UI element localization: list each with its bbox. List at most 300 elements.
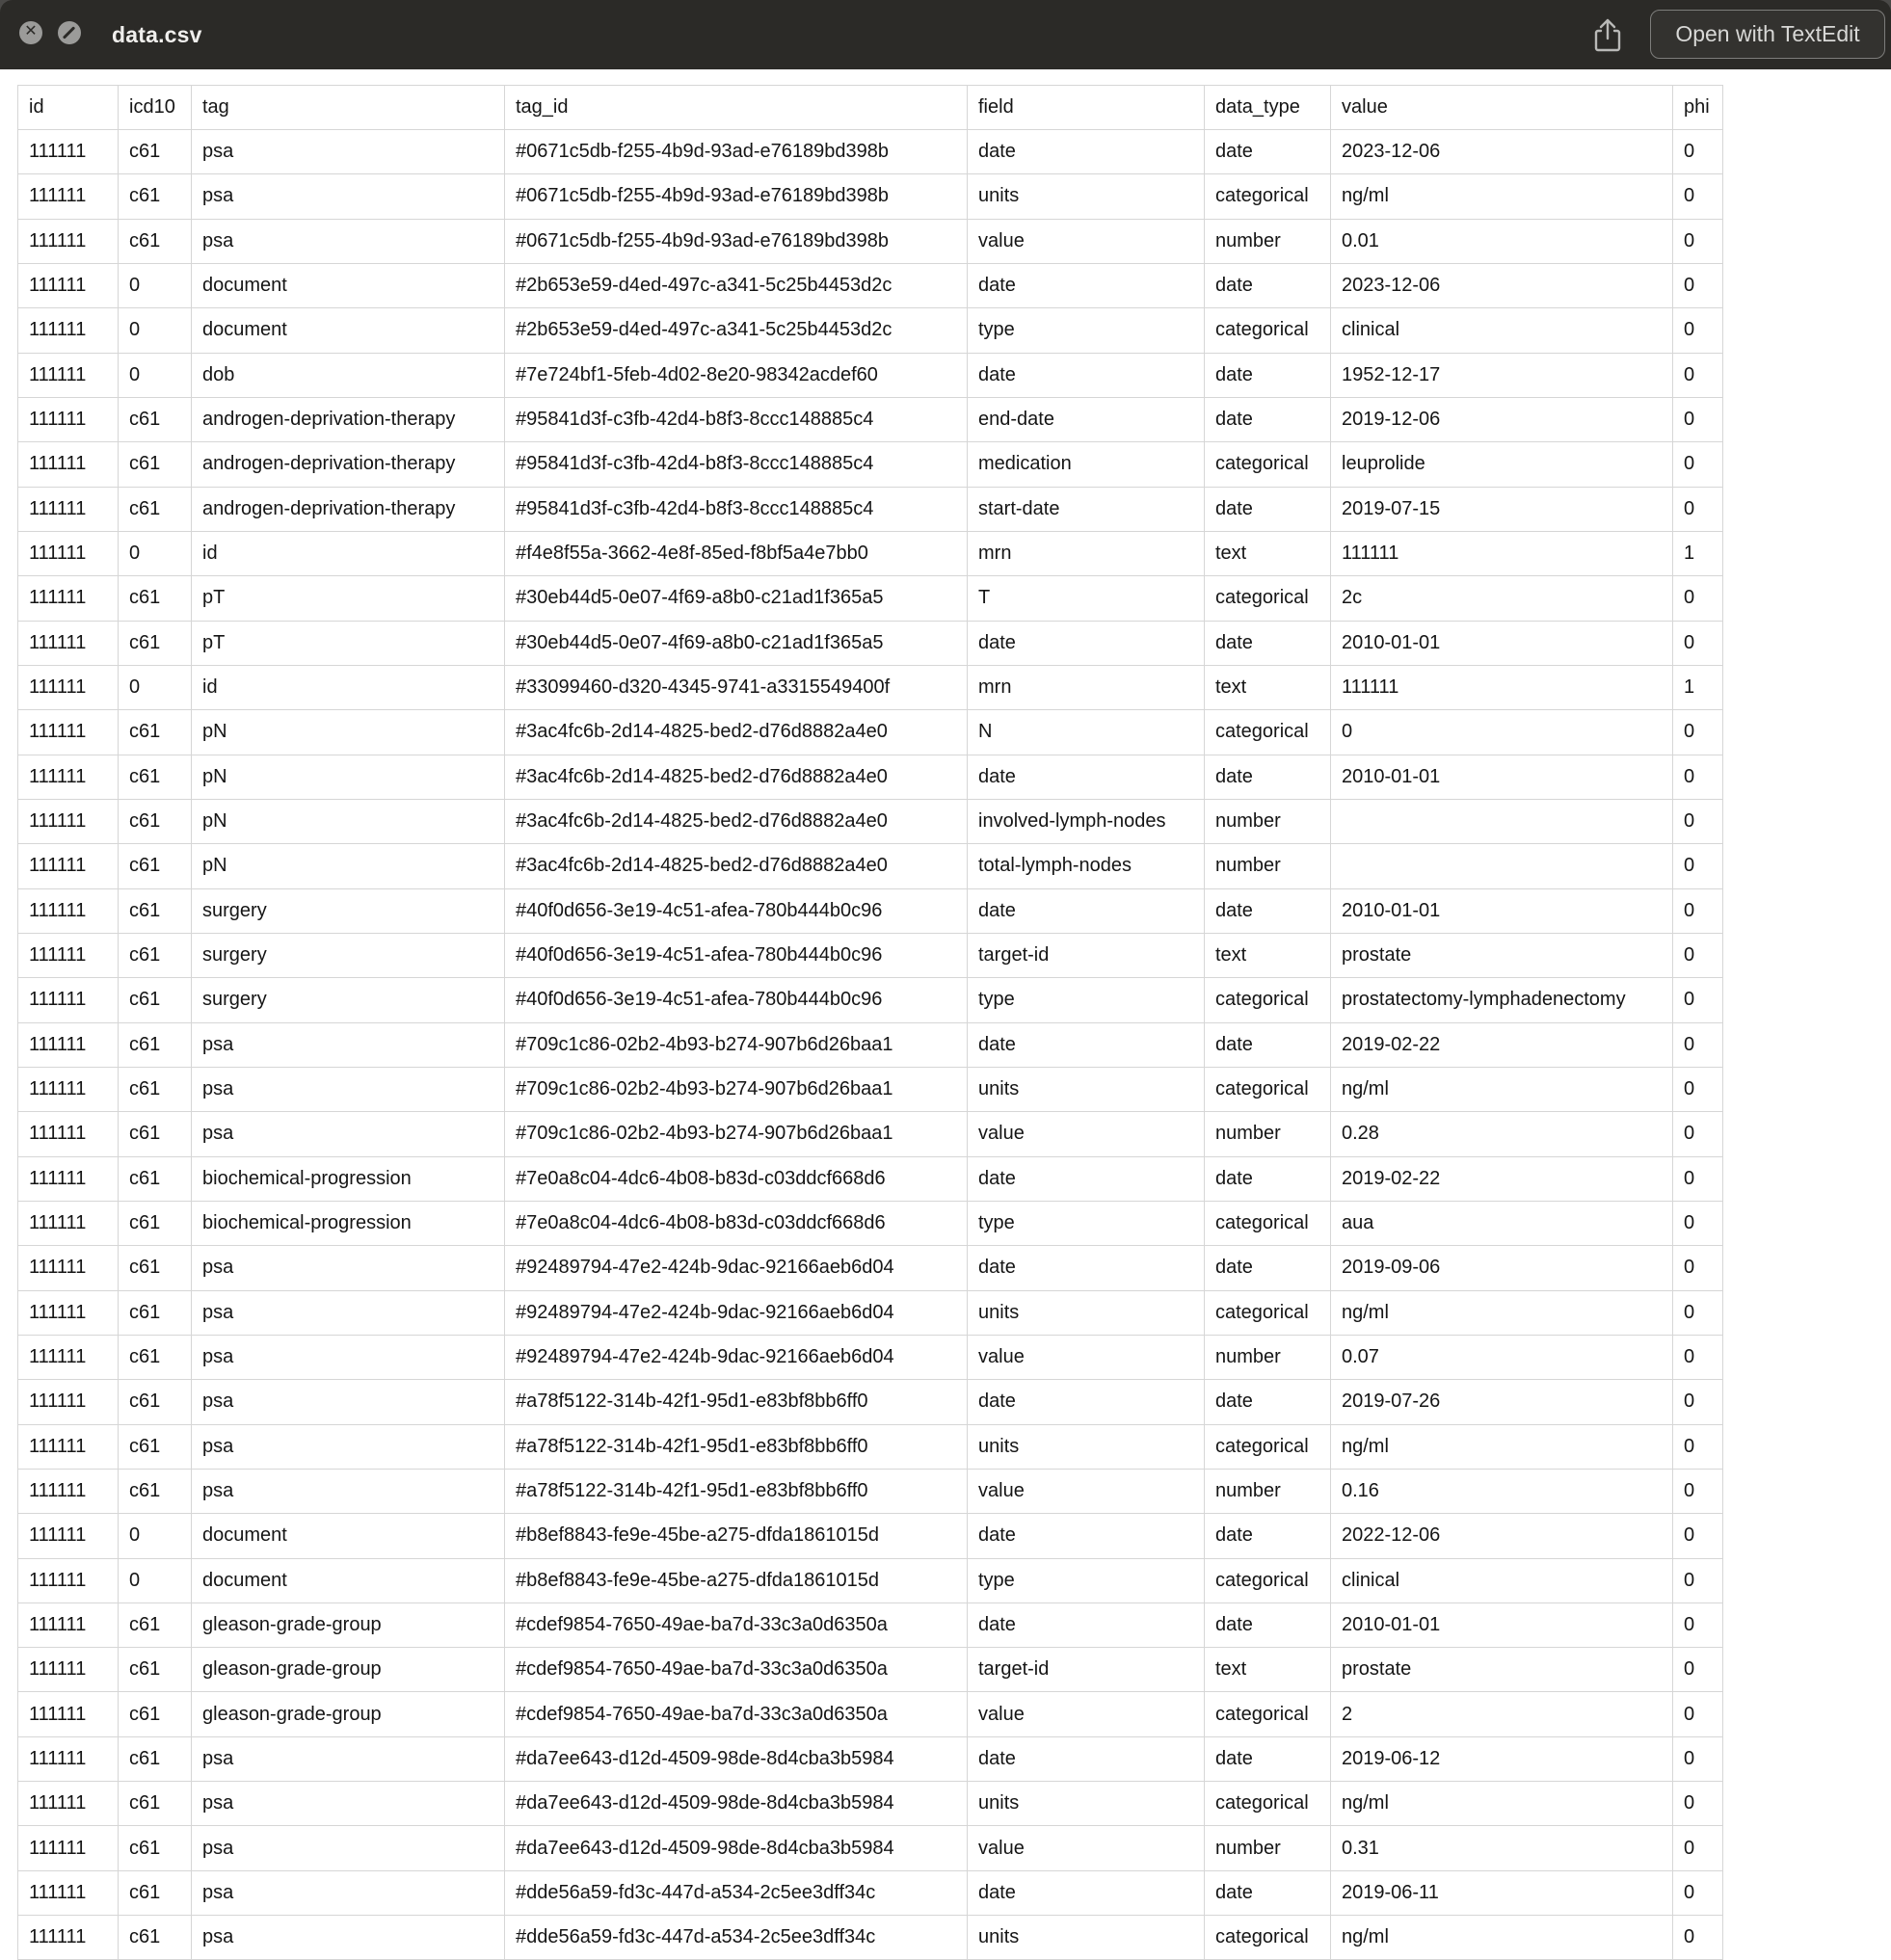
cell-phi: 0 <box>1673 263 1723 307</box>
cell-tag_id: #da7ee643-d12d-4509-98de-8d4cba3b5984 <box>505 1736 968 1781</box>
cell-data_type: date <box>1205 353 1331 397</box>
cell-data_type: text <box>1205 665 1331 709</box>
cell-data_type: categorical <box>1205 576 1331 621</box>
table-row <box>18 1022 1723 1067</box>
cell-data_type: categorical <box>1205 1782 1331 1826</box>
cell-tag_id: #0671c5db-f255-4b9d-93ad-e76189bd398b <box>505 219 968 263</box>
cell-id: 111111 <box>18 1290 119 1335</box>
cell-field: type <box>968 978 1205 1022</box>
cell-value: 0.07 <box>1331 1335 1673 1379</box>
cell-tag: biochemical-progression <box>192 1156 505 1201</box>
cell-tag: document <box>192 263 505 307</box>
cell-field: mrn <box>968 665 1205 709</box>
cell-id: 111111 <box>18 1514 119 1558</box>
cell-id: 111111 <box>18 1067 119 1111</box>
table-row <box>18 978 1723 1022</box>
cell-tag_id: #da7ee643-d12d-4509-98de-8d4cba3b5984 <box>505 1826 968 1870</box>
share-button[interactable] <box>1588 16 1627 55</box>
table-row <box>18 219 1723 263</box>
cell-value: 111111 <box>1331 665 1673 709</box>
cell-id: 111111 <box>18 1335 119 1379</box>
table-row <box>18 1335 1723 1379</box>
cell-value: ng/ml <box>1331 174 1673 219</box>
cell-data_type: number <box>1205 844 1331 888</box>
cell-value: 0.16 <box>1331 1469 1673 1513</box>
table-row <box>18 844 1723 888</box>
cell-icd10: c61 <box>119 1469 192 1513</box>
cell-data_type: date <box>1205 1022 1331 1067</box>
cell-id: 111111 <box>18 1246 119 1290</box>
cell-id: 111111 <box>18 978 119 1022</box>
table-row <box>18 1067 1723 1111</box>
cell-field: end-date <box>968 397 1205 441</box>
table-row <box>18 397 1723 441</box>
column-header-icd10: icd10 <box>119 86 192 130</box>
cell-icd10: c61 <box>119 1246 192 1290</box>
cell-id: 111111 <box>18 174 119 219</box>
cell-data_type: number <box>1205 799 1331 843</box>
cell-tag_id: #92489794-47e2-424b-9dac-92166aeb6d04 <box>505 1335 968 1379</box>
table-row <box>18 1870 1723 1915</box>
cell-tag: gleason-grade-group <box>192 1648 505 1692</box>
cell-icd10: 0 <box>119 308 192 353</box>
cell-tag: pN <box>192 755 505 799</box>
cell-icd10: c61 <box>119 1290 192 1335</box>
cell-data_type: date <box>1205 1380 1331 1424</box>
cell-data_type: categorical <box>1205 1201 1331 1245</box>
table-row <box>18 1112 1723 1156</box>
cell-icd10: c61 <box>119 1782 192 1826</box>
cell-tag_id: #3ac4fc6b-2d14-4825-bed2-d76d8882a4e0 <box>505 755 968 799</box>
cell-tag: document <box>192 1558 505 1602</box>
cell-field: date <box>968 1380 1205 1424</box>
cell-tag_id: #92489794-47e2-424b-9dac-92166aeb6d04 <box>505 1246 968 1290</box>
cell-tag_id: #3ac4fc6b-2d14-4825-bed2-d76d8882a4e0 <box>505 799 968 843</box>
cell-phi: 0 <box>1673 1916 1723 1960</box>
cell-tag: psa <box>192 1067 505 1111</box>
cell-tag: pT <box>192 576 505 621</box>
cell-value: ng/ml <box>1331 1782 1673 1826</box>
cell-field: value <box>968 1692 1205 1736</box>
cell-value: 2010-01-01 <box>1331 755 1673 799</box>
cell-id: 111111 <box>18 1558 119 1602</box>
cell-tag_id: #0671c5db-f255-4b9d-93ad-e76189bd398b <box>505 174 968 219</box>
cell-tag_id: #40f0d656-3e19-4c51-afea-780b444b0c96 <box>505 933 968 977</box>
cell-tag_id: #709c1c86-02b2-4b93-b274-907b6d26baa1 <box>505 1022 968 1067</box>
table-row <box>18 1424 1723 1469</box>
cell-data_type: categorical <box>1205 442 1331 487</box>
cell-id: 111111 <box>18 487 119 531</box>
cell-field: date <box>968 1156 1205 1201</box>
cell-phi: 0 <box>1673 1067 1723 1111</box>
cell-tag_id: #2b653e59-d4ed-497c-a341-5c25b4453d2c <box>505 308 968 353</box>
cell-icd10: c61 <box>119 844 192 888</box>
cell-value: 1952-12-17 <box>1331 353 1673 397</box>
table-row <box>18 308 1723 353</box>
cell-phi: 0 <box>1673 844 1723 888</box>
cell-tag: androgen-deprivation-therapy <box>192 487 505 531</box>
cell-icd10: 0 <box>119 531 192 575</box>
cell-value: 0.01 <box>1331 219 1673 263</box>
cell-phi: 0 <box>1673 888 1723 933</box>
cell-tag_id: #7e724bf1-5feb-4d02-8e20-98342acdef60 <box>505 353 968 397</box>
cell-tag: psa <box>192 1469 505 1513</box>
cell-icd10: c61 <box>119 1022 192 1067</box>
cell-field: date <box>968 130 1205 174</box>
cell-tag: pN <box>192 844 505 888</box>
cell-value: prostate <box>1331 1648 1673 1692</box>
table-row <box>18 755 1723 799</box>
column-header-tag: tag <box>192 86 505 130</box>
cell-id: 111111 <box>18 1380 119 1424</box>
cell-field: value <box>968 1335 1205 1379</box>
cell-id: 111111 <box>18 1022 119 1067</box>
cell-tag: surgery <box>192 978 505 1022</box>
cell-phi: 0 <box>1673 1156 1723 1201</box>
cell-field: date <box>968 1514 1205 1558</box>
cell-field: date <box>968 1022 1205 1067</box>
cell-tag: psa <box>192 1782 505 1826</box>
cell-phi: 1 <box>1673 531 1723 575</box>
table-row <box>18 174 1723 219</box>
cell-phi: 0 <box>1673 1602 1723 1647</box>
cell-phi: 0 <box>1673 397 1723 441</box>
cell-phi: 0 <box>1673 1782 1723 1826</box>
cell-phi: 0 <box>1673 978 1723 1022</box>
window-title: data.csv <box>112 21 202 47</box>
cell-data_type: date <box>1205 1514 1331 1558</box>
cell-data_type: categorical <box>1205 1916 1331 1960</box>
cell-data_type: categorical <box>1205 1290 1331 1335</box>
cell-data_type: date <box>1205 487 1331 531</box>
cell-field: units <box>968 1782 1205 1826</box>
cell-tag_id: #33099460-d320-4345-9741-a3315549400f <box>505 665 968 709</box>
cell-tag: psa <box>192 1022 505 1067</box>
cell-icd10: c61 <box>119 1648 192 1692</box>
cell-tag: psa <box>192 1826 505 1870</box>
cell-value: 111111 <box>1331 531 1673 575</box>
cell-tag_id: #a78f5122-314b-42f1-95d1-e83bf8bb6ff0 <box>505 1424 968 1469</box>
cell-data_type: categorical <box>1205 1067 1331 1111</box>
cell-field: date <box>968 1246 1205 1290</box>
cell-tag_id: #dde56a59-fd3c-447d-a534-2c5ee3dff34c <box>505 1916 968 1960</box>
cell-phi: 0 <box>1673 1424 1723 1469</box>
cell-icd10: 0 <box>119 1514 192 1558</box>
cell-field: value <box>968 1826 1205 1870</box>
cell-tag_id: #709c1c86-02b2-4b93-b274-907b6d26baa1 <box>505 1112 968 1156</box>
cell-id: 111111 <box>18 576 119 621</box>
cell-tag: gleason-grade-group <box>192 1692 505 1736</box>
table-row <box>18 1156 1723 1201</box>
cell-phi: 0 <box>1673 710 1723 755</box>
cell-id: 111111 <box>18 353 119 397</box>
cell-icd10: c61 <box>119 1424 192 1469</box>
cell-phi: 0 <box>1673 219 1723 263</box>
cell-tag_id: #30eb44d5-0e07-4f69-a8b0-c21ad1f365a5 <box>505 621 968 665</box>
cell-field: type <box>968 308 1205 353</box>
cell-field: date <box>968 263 1205 307</box>
cell-icd10: c61 <box>119 576 192 621</box>
cell-value: 2019-07-15 <box>1331 487 1673 531</box>
cell-id: 111111 <box>18 888 119 933</box>
cell-phi: 0 <box>1673 1692 1723 1736</box>
cell-tag_id: #92489794-47e2-424b-9dac-92166aeb6d04 <box>505 1290 968 1335</box>
column-header-field: field <box>968 86 1205 130</box>
cell-tag_id: #2b653e59-d4ed-497c-a341-5c25b4453d2c <box>505 263 968 307</box>
cell-tag_id: #cdef9854-7650-49ae-ba7d-33c3a0d6350a <box>505 1648 968 1692</box>
cell-tag_id: #40f0d656-3e19-4c51-afea-780b444b0c96 <box>505 978 968 1022</box>
cell-tag_id: #a78f5122-314b-42f1-95d1-e83bf8bb6ff0 <box>505 1380 968 1424</box>
cell-value: 2023-12-06 <box>1331 263 1673 307</box>
cell-phi: 1 <box>1673 665 1723 709</box>
cell-tag: psa <box>192 174 505 219</box>
cell-phi: 0 <box>1673 933 1723 977</box>
cell-id: 111111 <box>18 710 119 755</box>
cell-phi: 0 <box>1673 1826 1723 1870</box>
cell-data_type: date <box>1205 755 1331 799</box>
cell-icd10: c61 <box>119 442 192 487</box>
cell-tag: surgery <box>192 933 505 977</box>
cell-phi: 0 <box>1673 1736 1723 1781</box>
table-row <box>18 1916 1723 1960</box>
cell-field: units <box>968 174 1205 219</box>
cell-phi: 0 <box>1673 442 1723 487</box>
cell-value: 2019-02-22 <box>1331 1022 1673 1067</box>
table-row <box>18 665 1723 709</box>
csv-table <box>17 85 1723 1960</box>
cell-icd10: c61 <box>119 130 192 174</box>
table-row <box>18 799 1723 843</box>
cell-data_type: text <box>1205 933 1331 977</box>
cell-field: date <box>968 888 1205 933</box>
cell-id: 111111 <box>18 219 119 263</box>
cell-value: ng/ml <box>1331 1290 1673 1335</box>
cell-data_type: date <box>1205 621 1331 665</box>
cell-icd10: c61 <box>119 1335 192 1379</box>
cell-phi: 0 <box>1673 576 1723 621</box>
cell-value: 2010-01-01 <box>1331 888 1673 933</box>
cell-value: ng/ml <box>1331 1424 1673 1469</box>
cell-tag: dob <box>192 353 505 397</box>
cell-field: start-date <box>968 487 1205 531</box>
column-header-data_type: data_type <box>1205 86 1331 130</box>
cell-field: N <box>968 710 1205 755</box>
cell-data_type: categorical <box>1205 1558 1331 1602</box>
cell-value: 2 <box>1331 1692 1673 1736</box>
cell-field: target-id <box>968 1648 1205 1692</box>
cell-phi: 0 <box>1673 1290 1723 1335</box>
cell-value: 0.28 <box>1331 1112 1673 1156</box>
cell-data_type: date <box>1205 1156 1331 1201</box>
cell-field: date <box>968 755 1205 799</box>
table-row <box>18 1692 1723 1736</box>
cell-id: 111111 <box>18 308 119 353</box>
cell-tag: psa <box>192 219 505 263</box>
cell-data_type: date <box>1205 1246 1331 1290</box>
cell-id: 111111 <box>18 263 119 307</box>
cell-value: 2010-01-01 <box>1331 621 1673 665</box>
cell-value: ng/ml <box>1331 1067 1673 1111</box>
cell-tag_id: #40f0d656-3e19-4c51-afea-780b444b0c96 <box>505 888 968 933</box>
cell-field: involved-lymph-nodes <box>968 799 1205 843</box>
cell-tag: id <box>192 665 505 709</box>
cell-data_type: date <box>1205 1602 1331 1647</box>
table-row <box>18 1648 1723 1692</box>
cell-value <box>1331 799 1673 843</box>
cell-id: 111111 <box>18 1156 119 1201</box>
cell-tag_id: #dde56a59-fd3c-447d-a534-2c5ee3dff34c <box>505 1870 968 1915</box>
share-icon <box>1590 17 1625 54</box>
cell-phi: 0 <box>1673 1648 1723 1692</box>
cell-tag_id: #95841d3f-c3fb-42d4-b8f3-8ccc148885c4 <box>505 487 968 531</box>
cell-tag_id: #95841d3f-c3fb-42d4-b8f3-8ccc148885c4 <box>505 442 968 487</box>
table-row <box>18 1514 1723 1558</box>
cell-phi: 0 <box>1673 353 1723 397</box>
cell-field: date <box>968 1736 1205 1781</box>
cell-tag_id: #3ac4fc6b-2d14-4825-bed2-d76d8882a4e0 <box>505 844 968 888</box>
cell-icd10: 0 <box>119 263 192 307</box>
cell-data_type: number <box>1205 1112 1331 1156</box>
cell-tag: psa <box>192 1736 505 1781</box>
cell-tag_id: #7e0a8c04-4dc6-4b08-b83d-c03ddcf668d6 <box>505 1201 968 1245</box>
table-row <box>18 888 1723 933</box>
cell-tag_id: #b8ef8843-fe9e-45be-a275-dfda1861015d <box>505 1514 968 1558</box>
titlebar <box>0 0 1891 69</box>
table-row <box>18 130 1723 174</box>
open-with-textedit-button[interactable]: Open with TextEdit <box>1650 10 1885 59</box>
column-header-phi: phi <box>1673 86 1723 130</box>
cell-phi: 0 <box>1673 308 1723 353</box>
cell-field: type <box>968 1201 1205 1245</box>
cell-phi: 0 <box>1673 1246 1723 1290</box>
cell-tag: psa <box>192 1112 505 1156</box>
cell-tag: document <box>192 308 505 353</box>
cell-value: 2019-06-12 <box>1331 1736 1673 1781</box>
cell-tag: document <box>192 1514 505 1558</box>
cell-id: 111111 <box>18 1112 119 1156</box>
cell-id: 111111 <box>18 1782 119 1826</box>
table-row <box>18 263 1723 307</box>
cell-data_type: categorical <box>1205 710 1331 755</box>
cell-icd10: c61 <box>119 799 192 843</box>
cell-icd10: c61 <box>119 888 192 933</box>
cell-id: 111111 <box>18 1736 119 1781</box>
cell-value: clinical <box>1331 308 1673 353</box>
cell-value: leuprolide <box>1331 442 1673 487</box>
cell-data_type: date <box>1205 130 1331 174</box>
cell-tag_id: #95841d3f-c3fb-42d4-b8f3-8ccc148885c4 <box>505 397 968 441</box>
table-row <box>18 1290 1723 1335</box>
table-row <box>18 1380 1723 1424</box>
slash-circle-icon <box>63 26 76 40</box>
cell-icd10: 0 <box>119 665 192 709</box>
cell-field: units <box>968 1424 1205 1469</box>
cell-id: 111111 <box>18 1469 119 1513</box>
cell-icd10: c61 <box>119 1916 192 1960</box>
table-row <box>18 1558 1723 1602</box>
cell-id: 111111 <box>18 933 119 977</box>
cell-phi: 0 <box>1673 1201 1723 1245</box>
cell-data_type: categorical <box>1205 1424 1331 1469</box>
cell-icd10: c61 <box>119 1826 192 1870</box>
table-row <box>18 487 1723 531</box>
cell-value: 2019-02-22 <box>1331 1156 1673 1201</box>
cell-icd10: c61 <box>119 1112 192 1156</box>
cell-phi: 0 <box>1673 1558 1723 1602</box>
cell-icd10: c61 <box>119 933 192 977</box>
cell-id: 111111 <box>18 665 119 709</box>
cell-tag: pN <box>192 710 505 755</box>
cell-data_type: date <box>1205 397 1331 441</box>
cell-icd10: c61 <box>119 1870 192 1915</box>
cell-value: 2019-07-26 <box>1331 1380 1673 1424</box>
cell-data_type: text <box>1205 531 1331 575</box>
table-row <box>18 621 1723 665</box>
cell-value: prostate <box>1331 933 1673 977</box>
cell-value: prostatectomy-lymphadenectomy <box>1331 978 1673 1022</box>
cell-phi: 0 <box>1673 1112 1723 1156</box>
cell-tag_id: #da7ee643-d12d-4509-98de-8d4cba3b5984 <box>505 1782 968 1826</box>
cell-field: total-lymph-nodes <box>968 844 1205 888</box>
close-button[interactable] <box>19 21 42 44</box>
markup-button[interactable] <box>58 21 81 44</box>
cell-data_type: date <box>1205 1736 1331 1781</box>
cell-id: 111111 <box>18 755 119 799</box>
cell-field: units <box>968 1290 1205 1335</box>
cell-tag_id: #f4e8f55a-3662-4e8f-85ed-f8bf5a4e7bb0 <box>505 531 968 575</box>
cell-phi: 0 <box>1673 799 1723 843</box>
cell-icd10: c61 <box>119 397 192 441</box>
cell-icd10: c61 <box>119 710 192 755</box>
cell-phi: 0 <box>1673 1335 1723 1379</box>
cell-tag: biochemical-progression <box>192 1201 505 1245</box>
table-row <box>18 710 1723 755</box>
cell-phi: 0 <box>1673 130 1723 174</box>
cell-field: medication <box>968 442 1205 487</box>
cell-value: 2019-09-06 <box>1331 1246 1673 1290</box>
cell-id: 111111 <box>18 1692 119 1736</box>
table-row <box>18 1736 1723 1781</box>
cell-tag: androgen-deprivation-therapy <box>192 442 505 487</box>
cell-id: 111111 <box>18 1201 119 1245</box>
cell-icd10: 0 <box>119 353 192 397</box>
table-row <box>18 1246 1723 1290</box>
cell-data_type: date <box>1205 263 1331 307</box>
cell-field: date <box>968 353 1205 397</box>
cell-value: ng/ml <box>1331 1916 1673 1960</box>
table-row <box>18 353 1723 397</box>
cell-data_type: number <box>1205 1469 1331 1513</box>
cell-phi: 0 <box>1673 755 1723 799</box>
cell-id: 111111 <box>18 1424 119 1469</box>
table-row <box>18 1469 1723 1513</box>
cell-value: clinical <box>1331 1558 1673 1602</box>
cell-value: 2022-12-06 <box>1331 1514 1673 1558</box>
cell-value: 0 <box>1331 710 1673 755</box>
cell-value: 2c <box>1331 576 1673 621</box>
cell-id: 111111 <box>18 1648 119 1692</box>
cell-value: 0.31 <box>1331 1826 1673 1870</box>
cell-field: mrn <box>968 531 1205 575</box>
cell-tag_id: #b8ef8843-fe9e-45be-a275-dfda1861015d <box>505 1558 968 1602</box>
column-header-id: id <box>18 86 119 130</box>
cell-phi: 0 <box>1673 1514 1723 1558</box>
cell-id: 111111 <box>18 1916 119 1960</box>
cell-tag_id: #cdef9854-7650-49ae-ba7d-33c3a0d6350a <box>505 1692 968 1736</box>
cell-data_type: categorical <box>1205 308 1331 353</box>
table-row <box>18 442 1723 487</box>
cell-id: 111111 <box>18 799 119 843</box>
